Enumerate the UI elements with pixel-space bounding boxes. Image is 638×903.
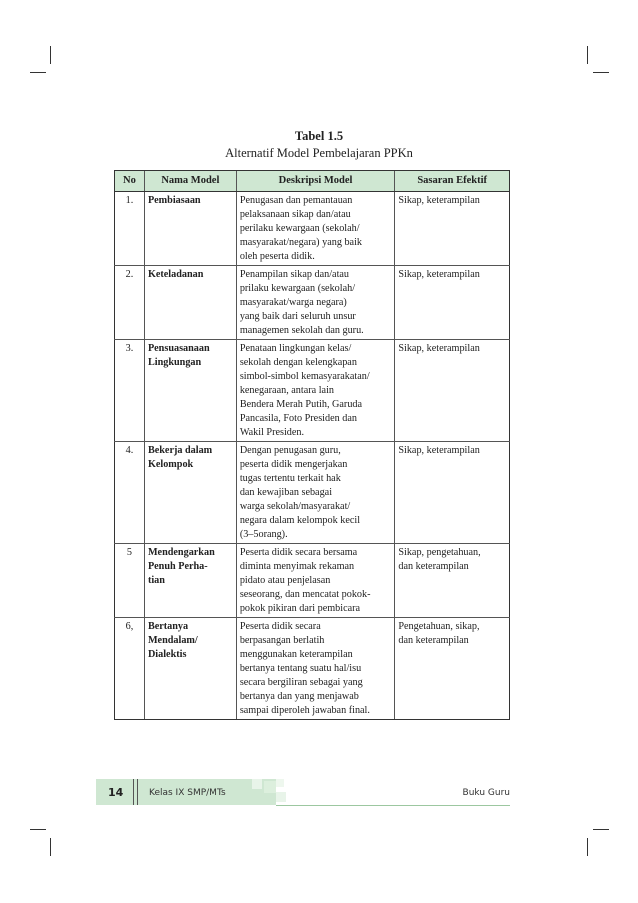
model-description-line: masyarakat/negara) yang baik [239, 237, 363, 248]
row-number: 6, [115, 618, 145, 720]
crop-mark-top-left-v [50, 46, 51, 64]
model-description-line: bertanya tentang suatu hal/isu [239, 663, 362, 674]
model-name-line: Keteladanan [147, 269, 204, 280]
table-row [115, 442, 510, 544]
crop-mark-top-right-v [587, 46, 588, 64]
model-description-line: sampai diperoleh jawaban final. [239, 705, 370, 716]
model-description-line: masyarakat/warga negara) [239, 297, 347, 308]
footer-decor-square [276, 779, 284, 787]
row-number: 1. [115, 192, 145, 266]
header-no: No [115, 171, 145, 192]
model-name [144, 544, 236, 618]
model-description-line: Pancasila, Foto Presiden dan [239, 413, 357, 424]
row-number: 3. [115, 340, 145, 442]
target-outcome-line: Sikap, keterampilan [398, 269, 480, 280]
book-title: Kelas IX SMP/MTs [149, 788, 226, 798]
model-description [236, 192, 395, 266]
target-outcome-line: Pengetahuan, sikap, [398, 621, 480, 632]
row-number: 5 [115, 544, 145, 618]
target-outcome-line: Sikap, keterampilan [398, 343, 480, 354]
model-description-line: Penataan lingkungan kelas/ [239, 343, 352, 354]
model-name-line: Mendalam/ [147, 635, 198, 646]
model-description [236, 618, 395, 720]
table-row [115, 618, 510, 720]
model-name-line: Penuh Perha- [147, 561, 208, 572]
model-description [236, 340, 395, 442]
model-description-line: yang baik dari seluruh unsur [239, 311, 356, 322]
model-description-line: peserta didik mengerjakan [239, 459, 348, 470]
model-description-line: berpasangan berlatih [239, 635, 325, 646]
target-outcome [395, 340, 510, 442]
target-outcome [395, 192, 510, 266]
model-name-line: Pembiasaan [147, 195, 201, 206]
model-name-line: Bekerja dalam [147, 445, 213, 456]
row-number: 4. [115, 442, 145, 544]
model-description-line: perilaku kewargaan (sekolah/ [239, 223, 360, 234]
table-row [115, 340, 510, 442]
model-name-line: Kelompok [147, 459, 194, 470]
model-table [114, 170, 510, 720]
footer-rule [276, 805, 510, 806]
target-outcome-line: Sikap, keterampilan [398, 195, 480, 206]
model-description-line: Peserta didik secara [239, 621, 321, 632]
model-description-line: diminta menyimak rekaman [239, 561, 355, 572]
model-name-line: Pensuasanaan [147, 343, 210, 354]
model-name [144, 442, 236, 544]
table-row [115, 266, 510, 340]
model-description-line: Peserta didik secara bersama [239, 547, 358, 558]
model-name [144, 340, 236, 442]
model-name-line: Dialektis [147, 649, 187, 660]
model-description-line: warga sekolah/masyarakat/ [239, 501, 351, 512]
target-outcome-line: Sikap, pengetahuan, [398, 547, 481, 558]
model-name [144, 618, 236, 720]
model-description-line: Dengan penugasan guru, [239, 445, 341, 456]
table-title: Alternatif Model Pembelajaran PPKn [225, 146, 413, 160]
crop-mark-top-right-h [593, 72, 609, 73]
model-name-line: tian [147, 575, 165, 586]
target-outcome [395, 544, 510, 618]
model-description-line: simbol-simbol kemasyarakatan/ [239, 371, 370, 382]
model-name-line: Bertanya [147, 621, 189, 632]
page-number: 14 [108, 786, 124, 799]
model-description [236, 442, 395, 544]
target-outcome [395, 442, 510, 544]
model-description-line: seseorang, dan mencatat pokok- [239, 589, 371, 600]
footer-decor-square [276, 792, 286, 802]
model-description-line: bertanya dan yang menjawab [239, 691, 359, 702]
model-description-line: (3–5orang). [239, 529, 288, 540]
header-target: Sasaran Efektif [395, 171, 510, 192]
footer-decor-square [252, 779, 262, 789]
model-description-line: pidato atau penjelasan [239, 575, 331, 586]
footer-divider [133, 779, 134, 805]
target-outcome-line: Sikap, keterampilan [398, 445, 480, 456]
header-description: Deskripsi Model [236, 171, 395, 192]
header-model-name: Nama Model [144, 171, 236, 192]
model-name [144, 266, 236, 340]
model-description-line: Wakil Presiden. [239, 427, 305, 438]
target-outcome [395, 266, 510, 340]
table-row [115, 192, 510, 266]
model-description-line: Bendera Merah Putih, Garuda [239, 399, 363, 410]
model-description-line: pelaksanaan sikap dan/atau [239, 209, 351, 220]
model-description-line: prilaku kewargaan (sekolah/ [239, 283, 356, 294]
model-name [144, 192, 236, 266]
footer-decor-square [264, 781, 276, 793]
model-description-line: kenegaraan, antara lain [239, 385, 334, 396]
footer-right-label: Buku Guru [462, 788, 510, 798]
model-description-line: Penugasan dan pemantauan [239, 195, 353, 206]
model-description-line: dan kewajiban sebagai [239, 487, 333, 498]
model-description-line: managemen sekolah dan guru. [239, 325, 364, 336]
target-outcome-line: dan keterampilan [398, 561, 469, 572]
model-description-line: pokok pikiran dari pembicara [239, 603, 361, 614]
crop-mark-bottom-right-h [593, 829, 609, 830]
model-description-line: oleh peserta didik. [239, 251, 315, 262]
model-description-line: menggunakan keterampilan [239, 649, 353, 660]
table-row [115, 544, 510, 618]
row-number: 2. [115, 266, 145, 340]
target-outcome-line: dan keterampilan [398, 635, 469, 646]
table-label: Tabel 1.5 [294, 129, 344, 143]
model-description-line: negara dalam kelompok kecil [239, 515, 361, 526]
model-name-line: Lingkungan [147, 357, 202, 368]
model-description-line: tugas tertentu terkait hak [239, 473, 341, 484]
footer-divider [137, 779, 138, 805]
model-description [236, 266, 395, 340]
crop-mark-top-left-h [30, 72, 46, 73]
model-description-line: sekolah dengan kelengkapan [239, 357, 357, 368]
crop-mark-bottom-left-h [30, 829, 46, 830]
model-name-line: Mendengarkan [147, 547, 215, 558]
crop-mark-bottom-left-v [50, 838, 51, 856]
model-description [236, 544, 395, 618]
table-header-row [115, 171, 510, 192]
target-outcome [395, 618, 510, 720]
model-description-line: secara bergiliran sebagai yang [239, 677, 363, 688]
model-description-line: Penampilan sikap dan/atau [239, 269, 350, 280]
crop-mark-bottom-right-v [587, 838, 588, 856]
